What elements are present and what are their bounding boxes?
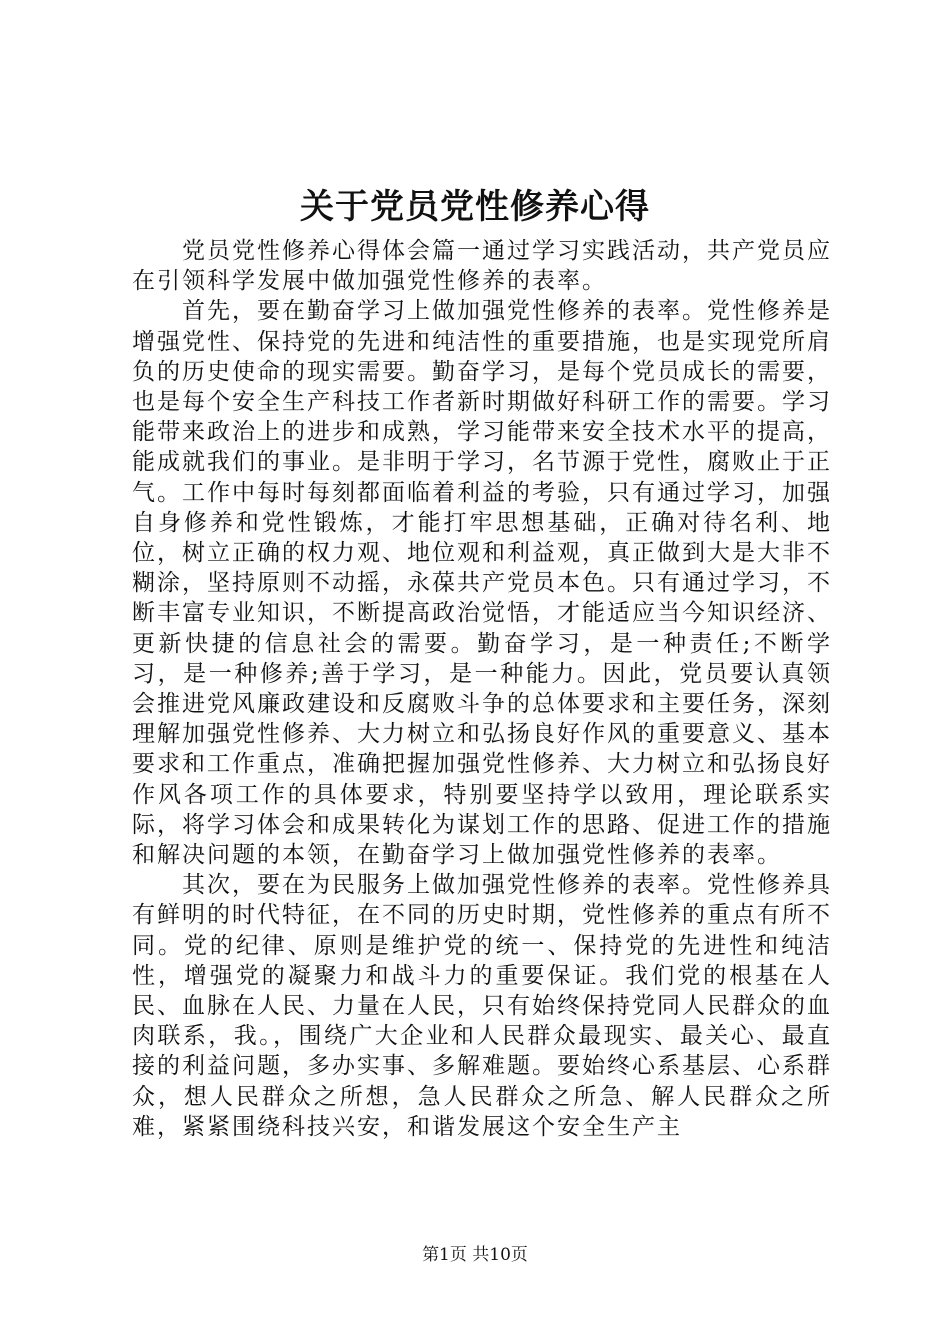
document-title: 关于党员党性修养心得 <box>300 187 650 227</box>
paragraph-study: 首先，要在勤奋学习上做加强党性修养的表率。党性修养是增强党性、保持党的先进和纯洁性的重要措施，也是实现党所肩负的历史使命的现实需要。勤奋学习，是每个党员成长的需要，也是每个安全生产科技工作者新时期做好科研工作的需要。学习能带来政治上的进步和成熟，学习能带来安全技术水平的提高，能成就我们的事业。是非明于学习，名节源于党性，腐败止于正气。工作中每时每刻都面临着利益的考验，只有通过学习，加强自身修养和党性锻炼，才能打牢思想基础，正确对待名利、地位，树立正确的权力观、地位观和利益观，真正做到大是大非不糊涂，坚持原则不动摇，永葆共产党员本色。只有通过学习，不断丰富专业知识，不断提高政治觉悟，才能适应当今知识经济、更新快捷的信息社会的需要。勤奋学习，是一种责任;不断学习，是一种修养;善于学习，是一种能力。因此，党员要认真领会推进党风廉政建设和反腐败斗争的总体要求和主要任务，深刻理解加强党性修养、大力树立和弘扬良好作风的重要意义、基本要求和工作重点，准确把握加强党性修养、大力树立和弘扬良好作风各项工作的具体要求，特别要坚持学以致用，理论联系实际，将学习体会和成果转化为谋划工作的思路、促进工作的措施和解决问题的本领，在勤奋学习上做加强党性修养的表率。 <box>132 298 832 869</box>
page-number-footer: 第1页 共10页 <box>422 1245 528 1265</box>
paragraph-service: 其次，要在为民服务上做加强党性修养的表率。党性修养具有鲜明的时代特征，在不同的历史时期，党性修养的重点有所不同。党的纪律、原则是维护党的统一、保持党的先进性和纯洁性，增强党的凝聚力和战斗力的重要保证。我们党的根基在人民、血脉在人民、力量在人民，只有始终保持党同人民群众的血肉联系，我。，围绕广大企业和人民群众最现实、最关心、最直接的利益问题，多办实事、多解难题。要始终心系基层、心系群众，想人民群众之所想，急人民群众之所急、解人民群众之所难，紧紧围绕科技兴安，和谐发展这个安全生产主 <box>132 872 832 1140</box>
paragraph-intro: 党员党性修养心得体会篇一通过学习实践活动，共产党员应在引领科学发展中做加强党性修养的表率。 <box>132 238 832 295</box>
document-body <box>132 236 832 1142</box>
